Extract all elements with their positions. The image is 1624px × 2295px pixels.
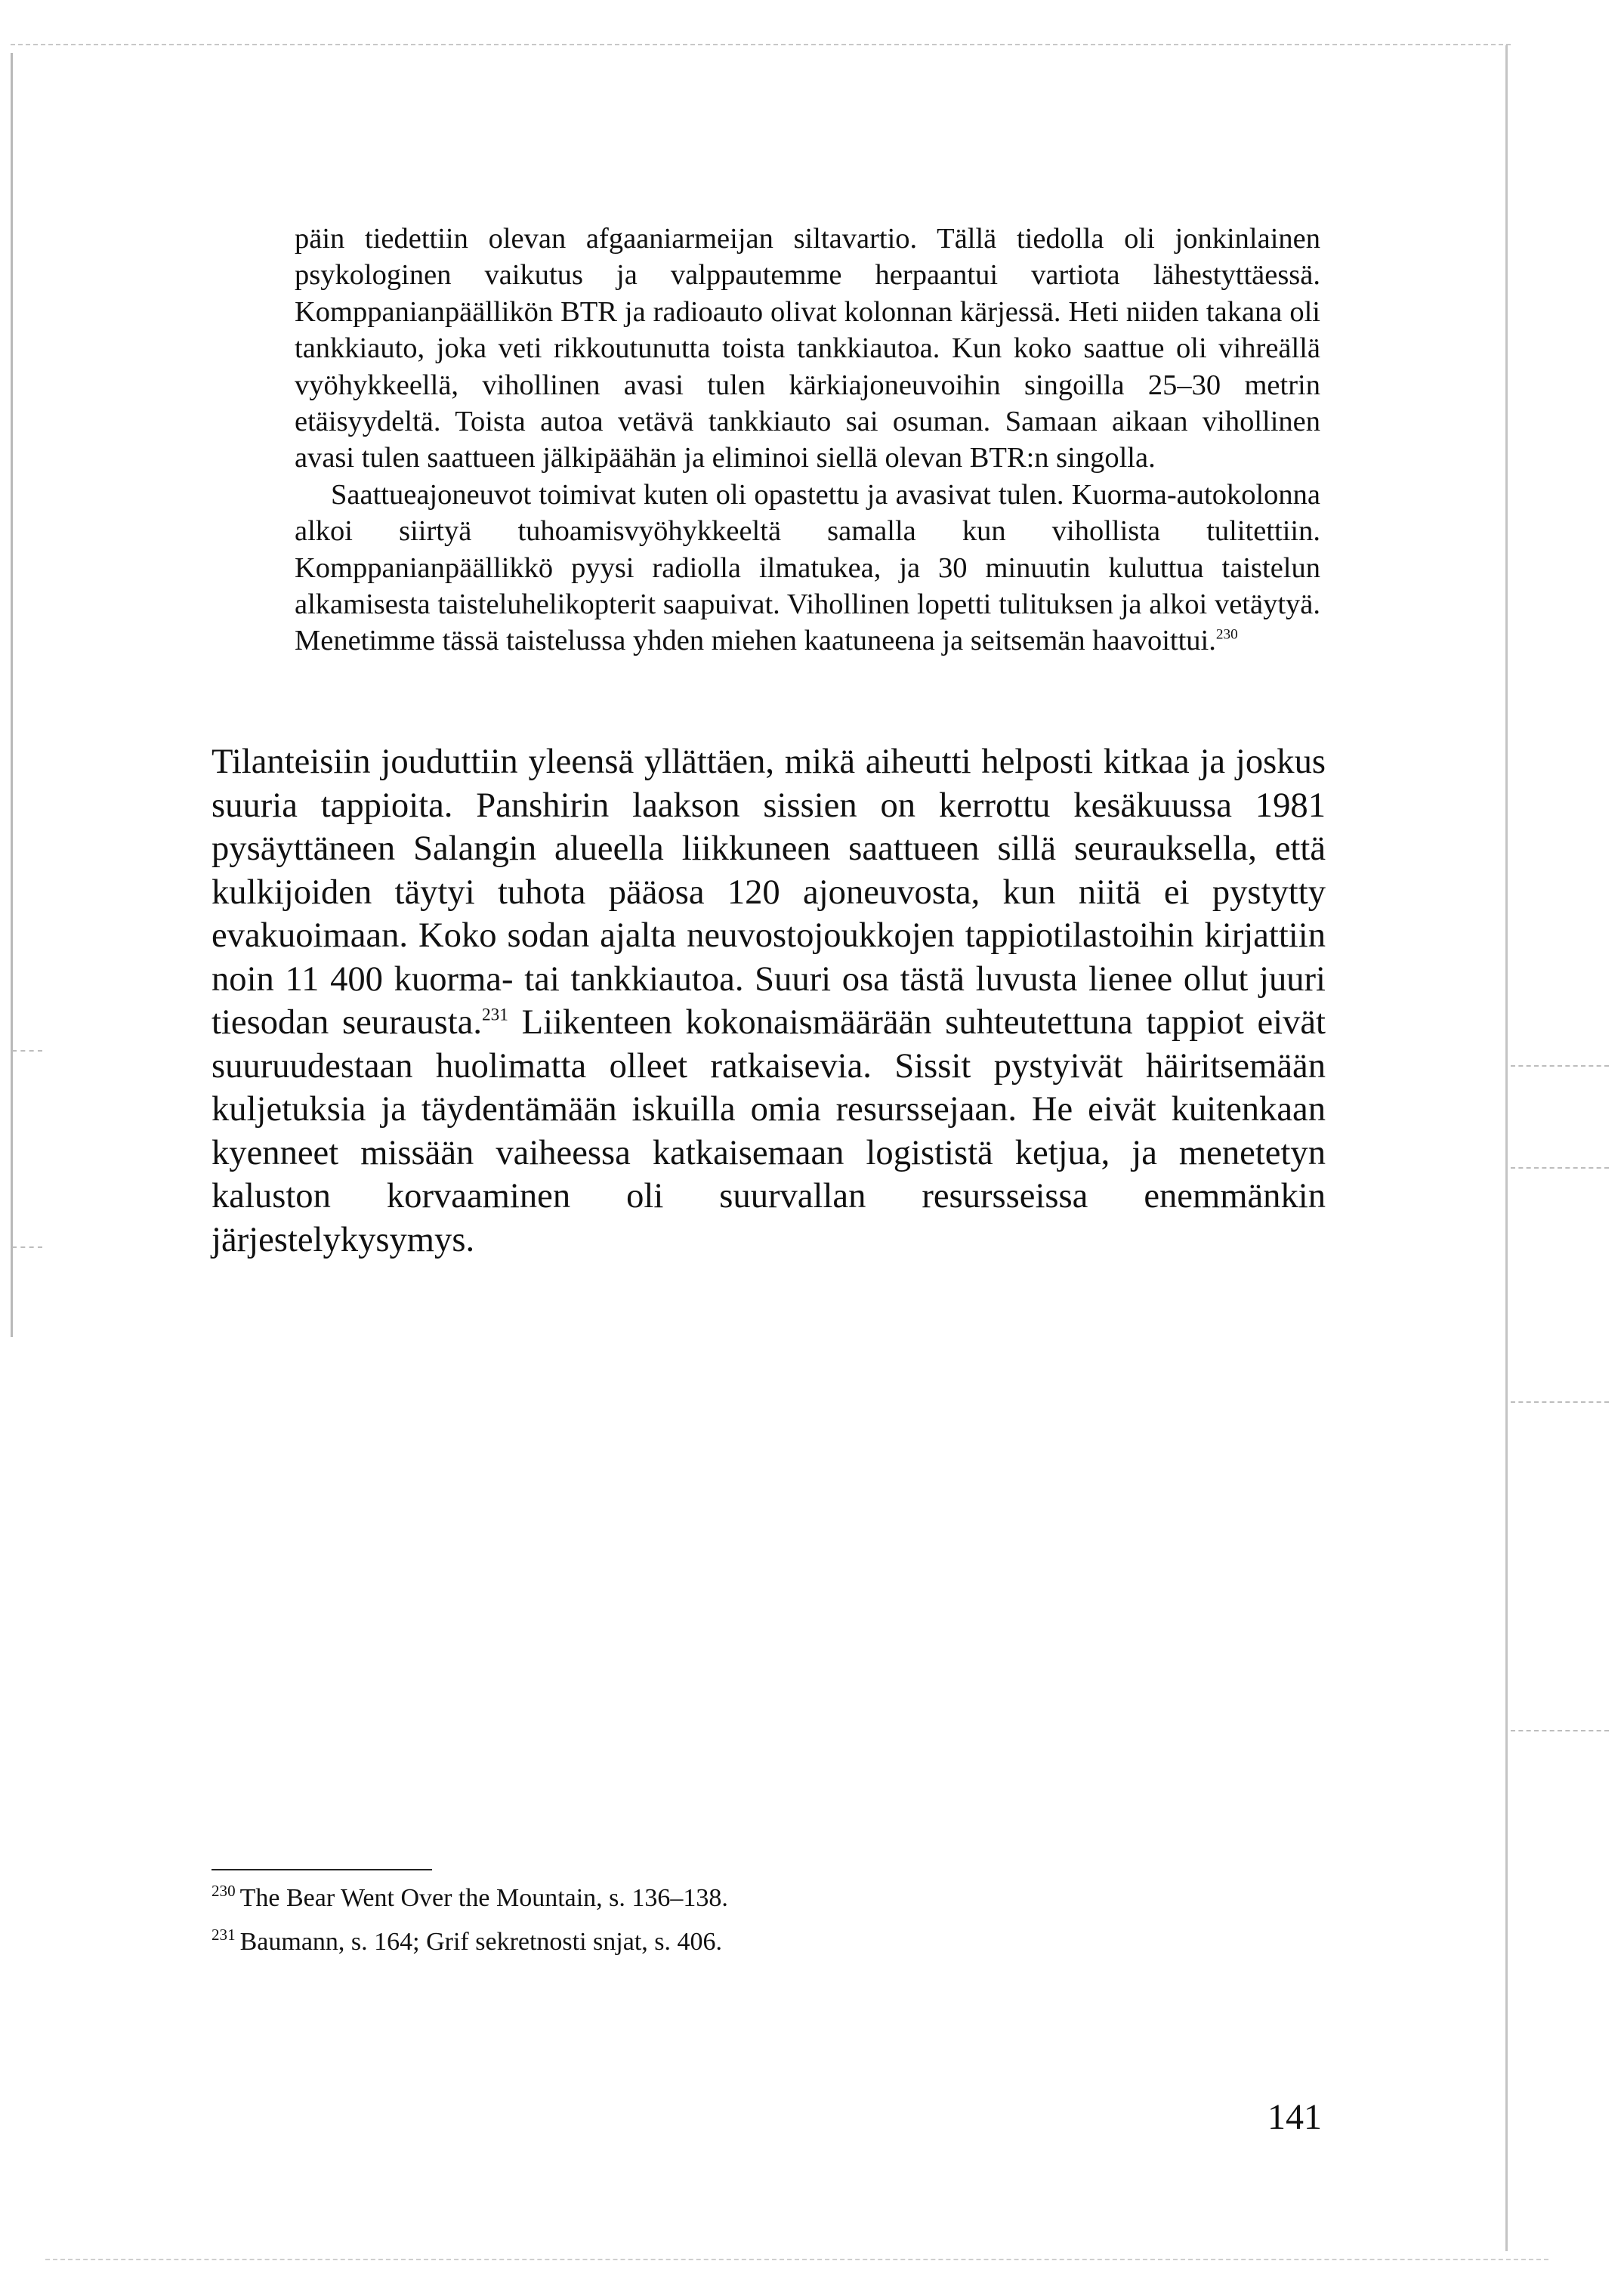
quote-paragraph-2 — [295, 477, 1320, 659]
scan-mark — [12, 1246, 42, 1248]
footnote-reference[interactable]: 230 — [1215, 627, 1238, 644]
body-text-part-1: Tilanteisiin jouduttiin yleensä yllättäen, mikä aiheutti helposti kitkaa ja joskus suuria tappioita. Panshirin laakson sissien on kerrottu kesäkuussa 1981 pysäyttäneen Salangin alueella liikkuneen saattueen sillä seurauksella, että kulkijoiden täytyi tuhota pääosa 120 ajoneuvosta, kun niitä ei pystytty evakuoimaan. Koko sodan ajalta neuvostojoukkojen tappiotilastoihin kirjattiin noin 11 400 kuorma- tai tankkiautoa. Suuri osa tästä luvusta lienee ollut juuri tiesodan seurausta. — [211, 742, 1326, 1042]
scan-mark — [1511, 1167, 1609, 1169]
scan-mark — [1511, 1065, 1609, 1067]
scan-edge-bottom — [45, 2259, 1548, 2260]
scan-mark — [1511, 1401, 1609, 1403]
footnote — [211, 1881, 1322, 1916]
scan-edge-right — [1505, 45, 1508, 2251]
quote-paragraph-text: Saattueajoneuvot toimivat kuten oli opastettu ja avasivat tulen. Kuorma-autokolonna alkoi siirtyä tuhoamisvyöhykkeeltä samalla kun vihollista tulitettiin. Komppanianpäällikkö pyysi radiolla ilmatukea, ja 30 minuutin kuluttua taistelun alkamisesta taisteluhelikopterit saapuivat. Vihollinen lopetti tulituksen ja alkoi vetäytyä. Menetimme tässä taistelussa yhden miehen kaatuneena ja seitsemän haavoittui. — [295, 478, 1320, 657]
scan-edge-top — [11, 44, 1511, 45]
footnote — [211, 1925, 1322, 1960]
page-number: 141 — [1267, 2097, 1322, 2137]
scan-edge-left — [11, 53, 13, 1337]
footnote-number: 230 — [211, 1881, 236, 1900]
quote-paragraph: päin tiedettiin olevan afgaaniarmeijan siltavartio. Tällä tiedolla oli jonkinlainen psykologinen vaikutus ja valppautemme herpaantui vartiota lähestyttäessä. Komppanianpäällikön BTR ja radioauto olivat kolonnan kärjessä. Heti niiden takana oli tankkiauto, joka veti rikkoutunutta toista tankkiautoa. Kun koko saattue oli vihreällä vyöhykkeellä, vihollinen avasi tulen kärkiajoneuvoihin singoilla 25–30 metrin etäisyydeltä. Toista autoa vetävä tankkiauto sai osuman. Samaan aikaan vihollinen avasi tulen saattueen jälkipäähän ja eliminoi siellä olevan BTR:n singolla. — [295, 223, 1320, 474]
footnote-separator — [211, 1869, 432, 1870]
scan-mark — [12, 1050, 42, 1052]
scan-mark — [1511, 1730, 1609, 1731]
footnote-reference[interactable]: 231 — [481, 1005, 508, 1025]
block-quote — [295, 221, 1320, 659]
footnote-text: Baumann, s. 164; Grif sekretnosti snjat, s. 406. — [239, 1928, 723, 1956]
footnotes — [211, 1881, 1322, 1969]
body-paragraph — [211, 740, 1326, 1262]
body-text-part-2: Liikenteen kokonaismäärään suhteutettuna tappiot eivät suuruudestaan huolimatta olleet ratkaisevia. Sissit pystyivät häiritsemään kuljetuksia ja täydentämään iskuilla omia resurssejaan. He eivät kuitenkaan kyenneet missään vaiheessa katkaisemaan logististä ketjua, ja menetetyn kaluston korvaaminen oli suurvallan resursseissa enemmänkin järjestelykysymys. — [211, 1002, 1326, 1259]
footnote-text: The Bear Went Over the Mountain, s. 136–138. — [239, 1884, 728, 1912]
footnote-number: 231 — [211, 1925, 236, 1944]
